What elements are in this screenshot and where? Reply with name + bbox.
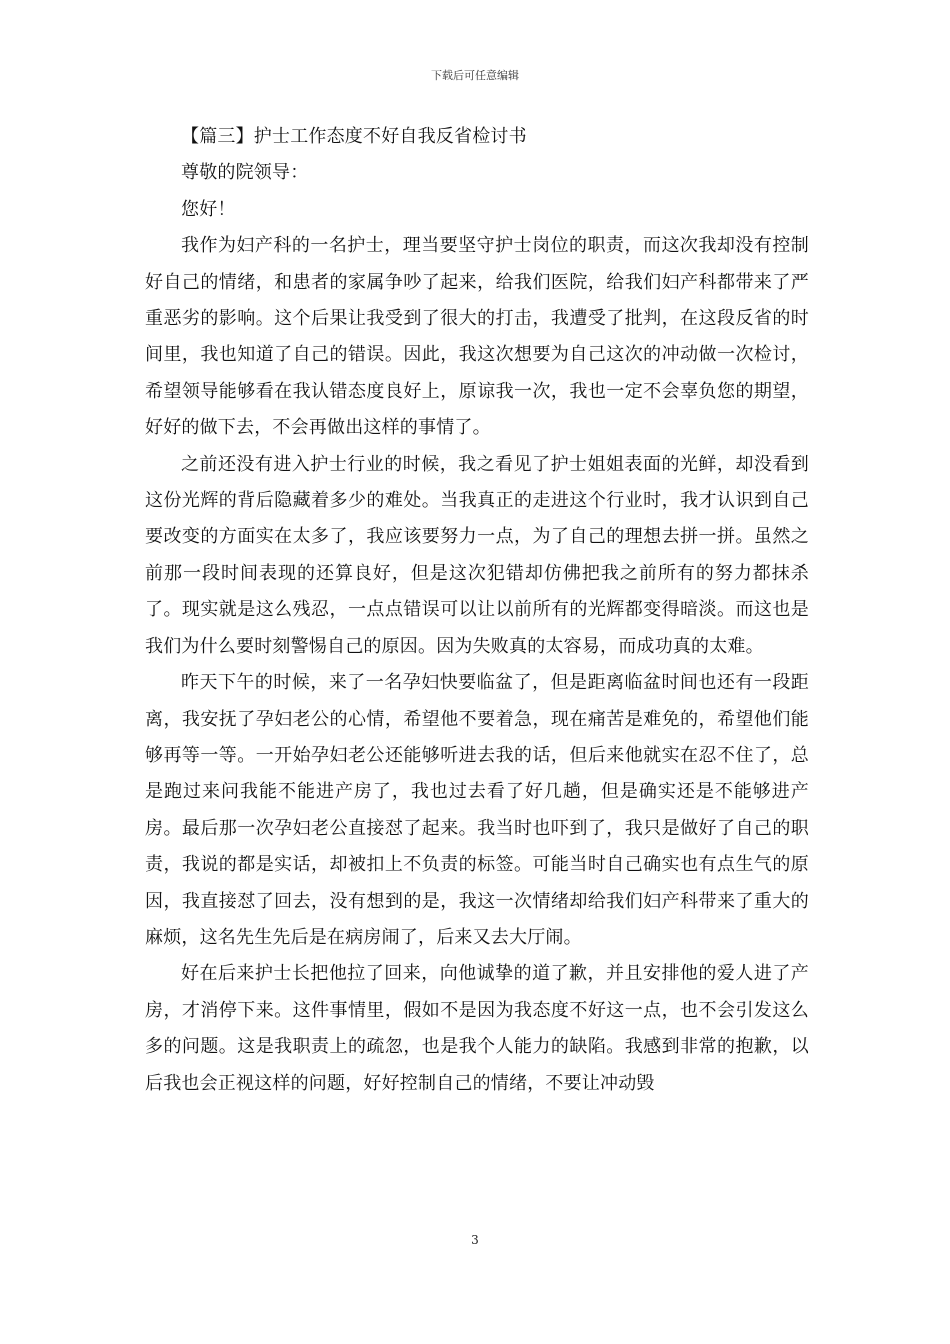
- document-body: [145, 119, 809, 1102]
- page-number: 3: [471, 1233, 479, 1247]
- page-header: 下载后可任意编辑: [431, 69, 519, 82]
- greeting: 您好！: [181, 198, 236, 220]
- paragraph-3: 昨天下午的时候，来了一名孕妇快要临盆了，但是距离临盆时间也还有一段距离，我安抚了孕妇老公的心情，希望他不要着急，现在痛苦是难免的，希望他们能够再等一等。一开始孕妇老公还能够听进去我的话，但后来他就实在忍不住了，总是跑过来问我能不能进产房了，我也过去看了好几趟，但是确实还是不能够进产房。最后那一次孕妇老公直接怼了起来。我当时也吓到了，我只是做好了自己的职责，我说的都是实话，却被扣上不负责的标签。可能当时自己确实也有点生气的原因，我直接怼了回去，没有想到的是，我这一次情绪却给我们妇产科带来了重大的麻烦，这名先生先后是在病房闹了，后来又去大厅闹。: [145, 672, 809, 948]
- document-title: 【篇三】护士工作态度不好自我反省检讨书: [181, 126, 527, 147]
- salutation: 尊敬的院领导：: [181, 162, 309, 184]
- paragraph-1: 我作为妇产科的一名护士，理当要坚守护士岗位的职责，而这次我却没有控制好自己的情绪，和患者的家属争吵了起来，给我们医院，给我们妇产科都带来了严重恶劣的影响。这个后果让我受到了很大的打击，我遭受了批判，在这段反省的时间里，我也知道了自己的错误。因此，我这次想要为自己这次的冲动做一次检讨，希望领导能够看在我认错态度良好上，原谅我一次，我也一定不会辜负您的期望，好好的做下去，不会再做出这样的事情了。: [145, 235, 809, 439]
- paragraph-4: 好在后来护士长把他拉了回来，向他诚挚的道了歉，并且安排他的爱人进了产房，才消停下来。这件事情里，假如不是因为我态度不好这一点，也不会引发这么多的问题。这是我职责上的疏忽，也是我个人能力的缺陷。我感到非常的抱歉，以后我也会正视这样的问题，好好控制自己的情绪，不要让冲动毁: [145, 963, 809, 1094]
- paragraph-2: 之前还没有进入护士行业的时候，我之看见了护士姐姐表面的光鲜，却没看到这份光辉的背后隐藏着多少的难处。当我真正的走进这个行业时，我才认识到自己要改变的方面实在太多了，我应该要努力一点，为了自己的理想去拼一拼。虽然之前那一段时间表现的还算良好，但是这次犯错却仿佛把我之前所有的努力都抹杀了。现实就是这么残忍，一点点错误可以让以前所有的光辉都变得暗淡。而这也是我们为什么要时刻警惕自己的原因。因为失败真的太容易，而成功真的太难。: [145, 453, 809, 657]
